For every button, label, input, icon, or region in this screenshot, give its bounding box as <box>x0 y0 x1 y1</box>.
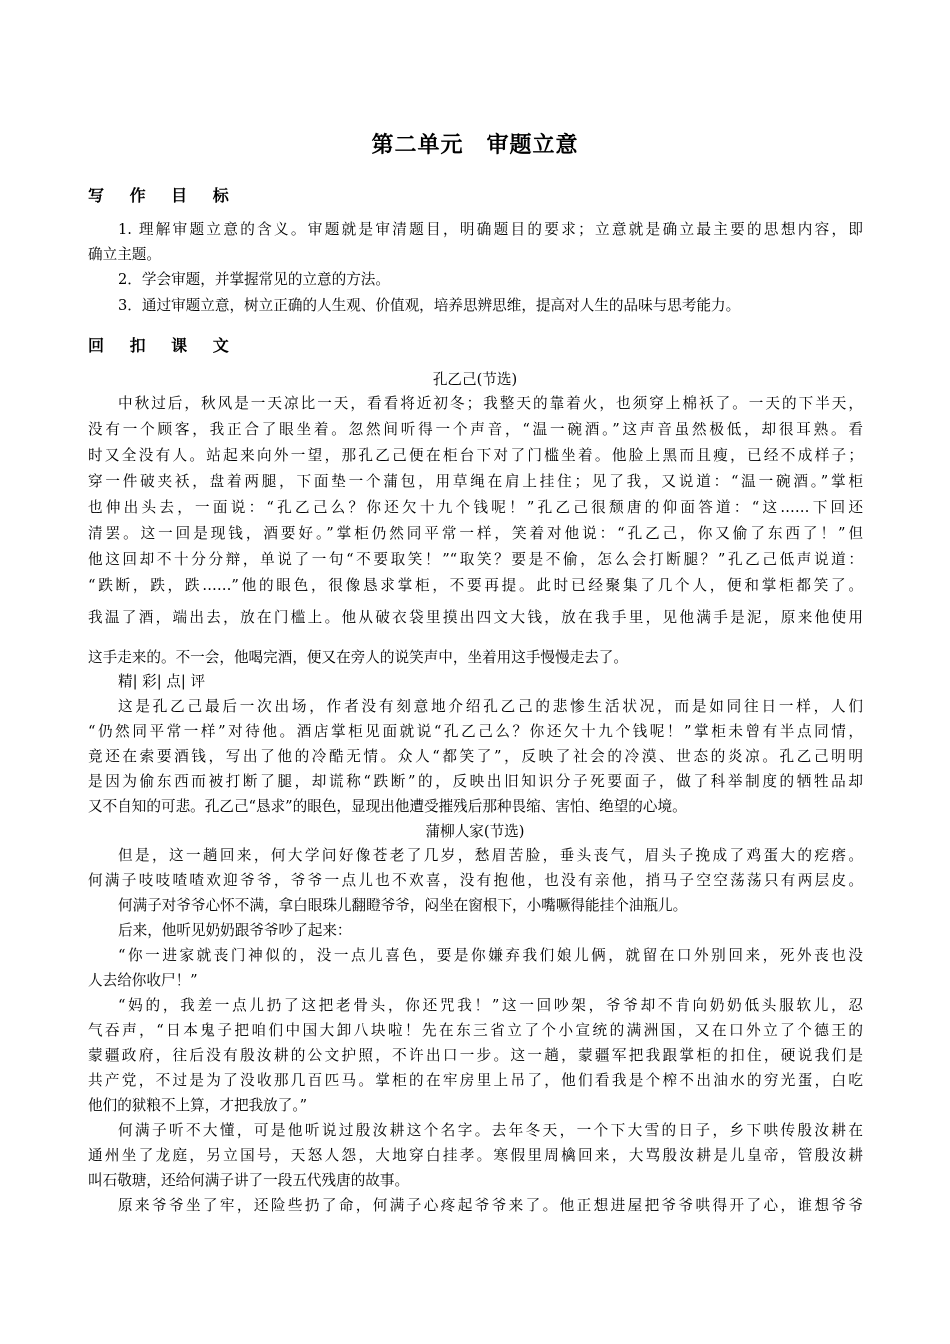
section-heading-review <box>88 333 239 356</box>
text2-line-7: “妈的，我差一点儿扔了这把老骨头，你还咒我！”这一回吵架，爷爷却不肯向奶奶低头服软儿，忍 <box>118 997 863 1014</box>
text1-line-5: 也伸出头去，一面说：“孔乙己么？你还欠十九个钱呢！”孔乙己很颓唐的仰面答道：“这……下回还 <box>88 499 863 516</box>
page-title: 第二单元 审题立意 <box>371 133 579 158</box>
text1-line-4: 穿一件破夹袄，盘着两腿，下面垫一个蒲包，用草绳在肩上挂住；见了我，又说道：“温一碗酒。”掌柜 <box>88 473 863 490</box>
text1-line-7: 他这回却不十分分辩，单说了一句“不要取笑！”“取笑？要是不偷，怎么会打断腿？”孔乙己低声说道： <box>88 551 863 568</box>
text2-line-1: 但是，这一趟回来，何大学问好像苍老了几岁，愁眉苦脸，垂头丧气，眉头子挽成了鸡蛋大的疙瘩。 <box>118 847 863 864</box>
text1-line-8: “跌断，跌，跌……”他的眼色，很像恳求掌柜，不要再提。此时已经聚集了几个人，便和掌柜都笑了。 <box>88 577 863 594</box>
text2-line-5: “你一进家就丧门神似的，没一点儿喜色，要是你嫌弃我们娘儿俩，就留在口外别回来，死外丧也没 <box>118 947 863 964</box>
text2-line-8: 气吞声，“日本鬼子把咱们中国大卸八块啦！先在东三省立了个小宣统的满洲国，又在口外立了个德王的 <box>88 1022 863 1039</box>
goal-line-3: 3．通过审题立意，树立正确的人生观、价值观，培养思辨思维，提高对人生的品味与思考能力。 <box>118 297 741 314</box>
comment-line-4: 是因为偷东西而被打断了腿，却谎称“跌断”的，反映出旧知识分子死要面子，做了科举制度的牺牲品却 <box>88 773 863 790</box>
text1-line-10: 这手走来的。不一会，他喝完酒，便又在旁人的说笑声中，坐着用这手慢慢走去了。 <box>88 649 628 666</box>
text2-line-9: 蒙疆政府，往后没有殷汝耕的公文护照，不许出口一步。这一趟，蒙疆军把我跟掌柜的扣住，硬说我们是 <box>88 1047 863 1064</box>
text1-line-2: 没有一个顾客，我正合了眼坐着。忽然间听得一个声音，“温一碗酒。”这声音虽然极低，却很耳熟。看 <box>88 421 863 438</box>
goal-line-1: 1. 理解审题立意的含义。审题就是审清题目，明确题目的要求；立意就是确立最主要的思想内容，即 <box>118 221 863 238</box>
text2-line-15: 原来爷爷坐了牢，还险些扔了命，何满子心疼起爷爷来了。他正想进屋把爷爷哄得开了心，谁想爷爷 <box>118 1197 863 1214</box>
comment-line-3: 竟还在索要酒钱，写出了他的冷酷无情。众人“都笑了”，反映了社会的冷漠、世态的炎凉。孔乙己明明 <box>88 748 863 765</box>
goals-heading-text: 写 作 目 标 <box>88 186 239 205</box>
text1-title: 孔乙己(节选) <box>432 371 518 388</box>
comment-line-2: “仍然同平常一样”对待他。酒店掌柜见面就说“孔乙己么？你还欠十九个钱呢！”掌柜未曾有半点同情， <box>88 723 863 740</box>
text1-line-9: 我温了酒，端出去，放在门槛上。他从破衣袋里摸出四文大钱，放在我手里，见他满手是泥，原来他使用 <box>88 609 863 626</box>
comment-heading: 精| 彩| 点| 评 <box>118 673 206 690</box>
goal-line-1-cont: 确立主题。 <box>88 246 161 263</box>
text2-line-10: 共产党，不过是为了没收那几百匹马。掌柜的在牢房里上吊了，他们看我是个榨不出油水的穷光蛋，白吃 <box>88 1072 863 1089</box>
review-heading-text: 回 扣 课 文 <box>88 336 239 355</box>
text2-line-2: 何满子吱吱喳喳欢迎爷爷，爷爷一点儿也不欢喜，没有抱他，也没有亲他，捎马子空空荡荡只有两层皮。 <box>88 872 863 889</box>
comment-line-1: 这是孔乙己最后一次出场，作者没有刻意地介绍孔乙己的悲惨生活状况，而是如同往日一样，人们 <box>118 698 863 715</box>
goal-line-2: 2．学会审题，并掌握常见的立意的方法。 <box>118 271 390 288</box>
text2-line-14: 叫石敬瑭，还给何满子讲了一段五代残唐的故事。 <box>88 1172 410 1189</box>
text2-line-13: 通州坐了龙庭，另立国号，天怒人怨，大地穿白挂孝。寒假里周檎回来，大骂殷汝耕是儿皇帝，管殷汝耕 <box>88 1147 863 1164</box>
text2-line-12: 何满子听不大懂，可是他听说过殷汝耕这个名字。去年冬天，一个下大雪的日子，乡下哄传殷汝耕在 <box>118 1122 863 1139</box>
comment-line-5: 又不自知的可悲。孔乙己“恳求”的眼色，显现出他遭受摧残后那种畏缩、害怕、绝望的心境。 <box>88 798 687 815</box>
text2-line-6: 人去给你收尸！” <box>88 972 198 989</box>
text1-line-1: 中秋过后，秋风是一天凉比一天，看看将近初冬；我整天的靠着火，也须穿上棉袄了。一天的下半天， <box>118 395 863 412</box>
text2-line-4: 后来，他听见奶奶跟爷爷吵了起来： <box>118 922 352 939</box>
text2-line-3: 何满子对爷爷心怀不满，拿白眼珠儿翻瞪爷爷，闷坐在窗根下，小嘴噘得能挂个油瓶儿。 <box>118 897 688 914</box>
text1-line-3: 时又全没有人。站起来向外一望，那孔乙己便在柜台下对了门槛坐着。他脸上黑而且瘦，已经不成样子； <box>88 447 863 464</box>
text1-line-6: 清罢。这一回是现钱，酒要好。”掌柜仍然同平常一样，笑着对他说：“孔乙己，你又偷了东西了！”但 <box>88 525 863 542</box>
section-heading-goals <box>88 183 239 206</box>
text2-line-11: 他们的狱粮不上算，才把我放了。” <box>88 1097 308 1114</box>
text2-title: 蒲柳人家(节选) <box>425 823 525 840</box>
